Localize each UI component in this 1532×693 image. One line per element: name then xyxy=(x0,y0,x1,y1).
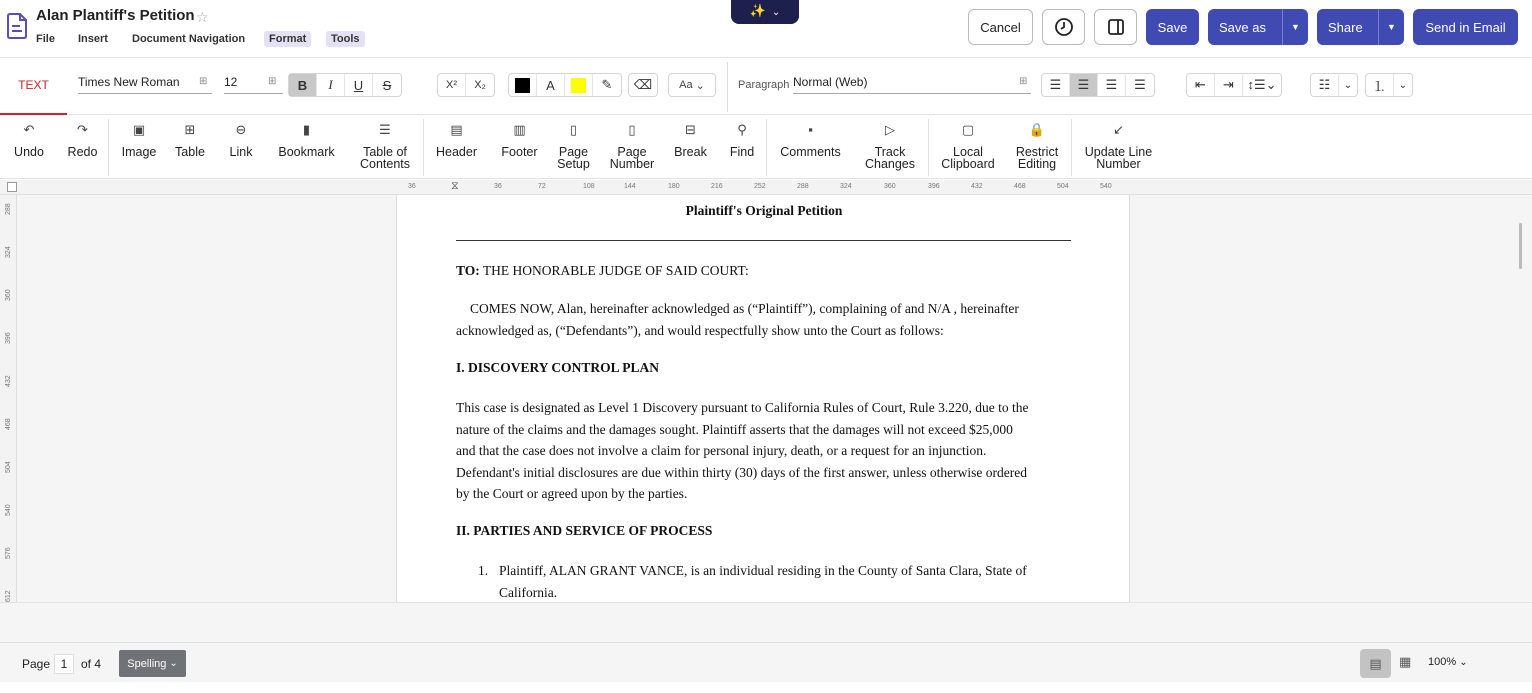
ruler-tick-label: 252 xyxy=(754,183,766,190)
ruler-tick-label: 360 xyxy=(884,183,896,190)
list-item-line: Plaintiff, ALAN GRANT VANCE, is an individual residing in the County of Santa Clara, State of xyxy=(499,563,1027,578)
addressee-line xyxy=(456,260,1071,282)
ruler-tick-label: 504 xyxy=(5,461,12,473)
tool-label-second-line: Setup xyxy=(557,157,590,171)
line-spacing-icon[interactable]: ↕☰⌄ xyxy=(1247,77,1277,92)
undo-icon: ↶ xyxy=(23,122,35,137)
vertical-ruler xyxy=(0,195,17,602)
bullet-list-icon[interactable]: ☷ xyxy=(1311,74,1339,96)
align-center-icon[interactable]: ☰ xyxy=(1070,74,1098,96)
tool-label-second-line: Editing xyxy=(1017,157,1057,171)
alignment-group xyxy=(1041,73,1155,97)
status-bar xyxy=(0,642,1532,682)
header-icon: ▤ xyxy=(450,122,463,137)
page-label: Page xyxy=(22,657,51,671)
to-label: TO: xyxy=(456,263,480,278)
paragraph-line: Defendant's initial disclosures are due within thirty (30) days of the first answer, unless otherwise ordered xyxy=(456,464,1027,480)
horizontal-ruler[interactable] xyxy=(0,180,1532,195)
color-group xyxy=(508,73,622,97)
list-item-line: California. xyxy=(499,584,558,600)
script-group xyxy=(437,73,495,97)
chevron-down-icon: ⌄ xyxy=(695,79,705,92)
align-right-icon[interactable]: ☰ xyxy=(1098,74,1126,96)
tool-update-line[interactable] xyxy=(1082,124,1155,170)
save-as-button[interactable] xyxy=(1208,9,1308,45)
table-icon: ⊞ xyxy=(184,122,196,137)
tool-table[interactable] xyxy=(172,124,208,158)
spelling-button[interactable] xyxy=(119,650,186,677)
tool-label: Image xyxy=(121,145,157,159)
top-bar xyxy=(0,0,1532,57)
cancel-button[interactable]: Cancel xyxy=(968,9,1033,45)
ruler-tick-label: 576 xyxy=(5,547,12,559)
sidebar-panel-icon xyxy=(1107,18,1125,36)
bookmark-icon: ▮ xyxy=(302,122,311,137)
highlighter-icon[interactable]: ✎ xyxy=(601,77,613,92)
tool-label: Page xyxy=(558,145,589,159)
text-color-box xyxy=(515,78,530,93)
tab-text[interactable]: TEXT xyxy=(0,58,67,115)
clear-format-group xyxy=(628,73,658,97)
page-number-icon: ▯ xyxy=(628,122,636,137)
page-number-input[interactable]: 1 xyxy=(54,654,74,674)
insert-ribbon xyxy=(0,116,1532,179)
tool-label: Table of xyxy=(363,145,407,159)
tool-footer[interactable] xyxy=(499,124,540,158)
chevron-down-icon: ⌄ xyxy=(771,7,781,18)
share-dropdown-icon[interactable]: ▼ xyxy=(1378,9,1404,45)
zoom-select[interactable] xyxy=(1428,656,1468,668)
change-case-button[interactable] xyxy=(668,73,716,97)
tool-label: Link xyxy=(229,145,253,159)
paragraph-line: This case is designated as Level 1 Discovery pursuant to California Rules of Court, Rule 3.220, due to the xyxy=(456,400,1029,415)
divider xyxy=(423,119,424,176)
comments-icon: ▪ xyxy=(808,122,813,137)
decrease-indent-icon[interactable]: ⇤ xyxy=(1187,74,1215,96)
ruler-tick-label: 72 xyxy=(538,183,546,190)
document-title[interactable]: Alan Plantiff's Petition xyxy=(36,7,195,24)
tool-label: Update Line xyxy=(1084,145,1153,159)
divider xyxy=(108,119,109,176)
section-heading: I. DISCOVERY CONTROL PLAN xyxy=(456,360,660,375)
spelling-label: Spelling xyxy=(127,657,167,670)
star-icon[interactable]: ☆ xyxy=(196,9,209,25)
canvas-bottom-area xyxy=(0,602,1532,642)
format-ribbon xyxy=(0,57,1532,115)
ruler-tick-label: 468 xyxy=(1014,183,1026,190)
tool-label: Page xyxy=(617,145,647,159)
print-layout-icon[interactable]: ▤ xyxy=(1360,649,1391,678)
highlight-color-swatch[interactable] xyxy=(565,74,593,96)
toc-icon: ☰ xyxy=(379,122,391,137)
tool-lock[interactable] xyxy=(1013,124,1061,170)
numbered-list-icon[interactable]: ⒈ xyxy=(1366,74,1394,96)
web-layout-icon[interactable]: ▦ xyxy=(1399,654,1412,669)
ruler-tick-label: 468 xyxy=(5,418,12,430)
section-heading: II. PARTIES AND SERVICE OF PROCESS xyxy=(456,523,713,538)
menu-format[interactable]: Format xyxy=(264,31,311,47)
tool-label: Comments xyxy=(780,145,841,159)
update-line-icon: ↙ xyxy=(1113,122,1124,137)
menu-document-navigation[interactable]: Document Navigation xyxy=(132,33,246,45)
ruler-tick-label: 180 xyxy=(668,183,680,190)
increase-indent-icon[interactable]: ⇥ xyxy=(1215,74,1243,96)
bold-icon[interactable]: B xyxy=(289,74,317,96)
tool-label: Find xyxy=(729,145,755,159)
change-case-text: Aa xyxy=(679,79,693,91)
divider xyxy=(1071,119,1072,176)
save-as-label: Save as xyxy=(1219,19,1266,35)
ruler-tick-label: 324 xyxy=(5,246,12,258)
clock-icon xyxy=(1054,17,1074,37)
divider xyxy=(766,119,767,176)
size-list-icon[interactable]: ⊞ xyxy=(268,76,277,87)
page-setup-icon: ▯ xyxy=(569,122,578,137)
font-color-icon[interactable]: A xyxy=(537,74,565,96)
tool-link[interactable] xyxy=(227,124,255,158)
menu-tools[interactable]: Tools xyxy=(326,31,365,47)
tool-track-changes[interactable] xyxy=(859,124,921,170)
image-icon: ▣ xyxy=(132,122,146,137)
text-color-swatch[interactable] xyxy=(509,74,537,96)
tool-comments[interactable] xyxy=(777,124,844,158)
ruler-tick-label: 144 xyxy=(624,183,636,190)
ruler-tick-label: 540 xyxy=(1100,183,1112,190)
paragraph-line: COMES NOW, Alan, hereinafter acknowledged as (“Plaintiff”), complaining of and N/A , hereinafter xyxy=(470,301,1019,316)
strikethrough-icon[interactable]: S xyxy=(382,77,392,93)
tool-label: Local xyxy=(953,145,983,159)
tool-toc[interactable] xyxy=(357,124,413,170)
share-label: Share xyxy=(1328,19,1363,35)
sparkle-icon: ✨ xyxy=(749,3,766,18)
paragraph-label: Paragraph xyxy=(738,79,790,91)
page-count: of 4 xyxy=(81,657,102,671)
tool-label-second-line: Clipboard xyxy=(941,157,995,171)
text-style-group xyxy=(288,73,402,97)
menu-file[interactable]: File xyxy=(36,33,55,45)
tool-label: Restrict xyxy=(1015,145,1059,159)
align-left-icon[interactable]: ☰ xyxy=(1042,74,1070,96)
track-changes-icon: ▷ xyxy=(885,122,895,137)
paragraph-line: acknowledged as, (“Defendants”), and would respectfully show unto the Court as follows: xyxy=(456,322,944,338)
tool-page-setup[interactable] xyxy=(556,124,591,170)
share-button[interactable] xyxy=(1317,9,1404,45)
tool-undo[interactable] xyxy=(10,124,48,158)
paragraph-list-icon[interactable]: ⊞ xyxy=(1019,76,1028,87)
paragraph-line: and that the case does not involve a claim for personal injury, death, or a request for an injunction. xyxy=(456,443,987,458)
to-text: THE HONORABLE JUDGE OF SAID COURT: xyxy=(479,263,749,278)
tool-find[interactable] xyxy=(728,124,756,158)
ruler-tick-label: 432 xyxy=(971,183,983,190)
ruler-tick-label: 612 xyxy=(5,590,12,602)
underline-icon[interactable]: U xyxy=(345,74,373,96)
footer-icon: ▥ xyxy=(513,122,526,137)
italic-icon[interactable]: I xyxy=(317,74,345,96)
superscript-icon[interactable]: X² xyxy=(438,74,466,96)
ai-assistant-button[interactable] xyxy=(731,0,799,24)
document-canvas xyxy=(0,195,1532,602)
divider xyxy=(928,119,929,176)
document-page[interactable] xyxy=(396,195,1130,602)
ruler-tick-label: 36 xyxy=(408,183,416,190)
tool-header[interactable] xyxy=(434,124,479,158)
save-as-dropdown-icon[interactable]: ▼ xyxy=(1282,9,1308,45)
tool-image[interactable] xyxy=(119,124,159,158)
tool-label: Footer xyxy=(501,145,538,159)
tool-clipboard[interactable] xyxy=(937,124,999,170)
tool-redo[interactable] xyxy=(66,124,99,158)
ruler-tick-label: 504 xyxy=(1057,183,1069,190)
ruler-tick-label: 216 xyxy=(711,183,723,190)
ruler-tick-label: 396 xyxy=(928,183,940,190)
indent-marker-icon[interactable]: ⧖ xyxy=(451,180,459,192)
tool-label: Redo xyxy=(67,145,98,159)
paragraph-style-select[interactable] xyxy=(793,72,1031,94)
tool-label-second-line: Number xyxy=(1096,157,1141,171)
tool-label: Table xyxy=(175,145,205,159)
history-button[interactable] xyxy=(1042,9,1085,45)
horizontal-rule xyxy=(456,240,1071,241)
bullet-list-group xyxy=(1310,73,1358,97)
break-icon: ⊟ xyxy=(685,122,696,137)
panel-toggle-button[interactable] xyxy=(1094,9,1137,45)
highlight-color-box xyxy=(571,78,586,93)
tool-label: Break xyxy=(674,145,707,159)
align-justify-icon[interactable]: ☰ xyxy=(1134,77,1146,92)
subscript-icon[interactable]: X₂ xyxy=(474,79,486,91)
send-in-email-button[interactable]: Send in Email xyxy=(1413,9,1518,45)
paragraph-line: nature of the claims and the damages sought. Plaintiff asserts that the damages will not exceed $25,000 xyxy=(456,421,1013,437)
chevron-down-icon: ⌄ xyxy=(169,658,178,669)
redo-icon: ↷ xyxy=(77,122,88,137)
ruler-tick-label: 108 xyxy=(583,183,595,190)
link-icon: ⊖ xyxy=(235,122,247,137)
tab-stop-selector-icon[interactable] xyxy=(7,182,17,192)
save-button[interactable]: Save xyxy=(1146,9,1199,45)
font-family-value: Times New Roman xyxy=(78,75,180,89)
list-number: 1. xyxy=(478,563,489,578)
tool-break[interactable] xyxy=(672,124,709,158)
indent-group xyxy=(1186,73,1282,97)
ruler-tick-label: 432 xyxy=(5,375,12,387)
ruler-tick-label: 324 xyxy=(840,183,852,190)
change-case-label xyxy=(669,74,715,96)
tool-label: Track xyxy=(874,145,906,159)
ruler-tick-label: 288 xyxy=(5,203,12,215)
vertical-scrollbar[interactable] xyxy=(1519,223,1522,269)
numbered-list-group xyxy=(1365,73,1413,97)
paragraph-style-value: Normal (Web) xyxy=(793,75,868,89)
font-family-select[interactable] xyxy=(78,72,212,94)
ruler-tick-label: 360 xyxy=(5,289,12,301)
document-icon xyxy=(6,12,28,40)
clipboard-icon: ▢ xyxy=(961,122,975,137)
ruler-tick-label: 396 xyxy=(5,332,12,344)
find-icon: ⚲ xyxy=(737,122,747,137)
font-list-icon[interactable]: ⊞ xyxy=(199,76,208,87)
zoom-value: 100% xyxy=(1428,656,1457,668)
tool-label-second-line: Number xyxy=(609,157,655,171)
font-size-value: 12 xyxy=(224,75,238,89)
menu-insert[interactable]: Insert xyxy=(78,33,108,45)
chevron-down-icon: ⌄ xyxy=(1459,657,1468,668)
tool-label-second-line: Changes xyxy=(864,157,916,171)
numbered-list-dropdown-icon[interactable]: ⌄ xyxy=(1398,79,1408,91)
eraser-icon[interactable]: ⌫ xyxy=(633,77,653,92)
tool-label: Header xyxy=(436,145,477,159)
tool-label-second-line: Contents xyxy=(359,157,411,171)
tool-label: Bookmark xyxy=(278,145,335,159)
tool-label: Undo xyxy=(14,145,44,159)
tool-page-number[interactable] xyxy=(607,124,657,170)
document-heading: Plaintiff's Original Petition xyxy=(685,203,843,218)
ruler-tick-label: 36 xyxy=(494,183,502,190)
bullet-list-dropdown-icon[interactable]: ⌄ xyxy=(1343,79,1353,91)
divider xyxy=(727,62,728,112)
tool-bookmark[interactable] xyxy=(275,124,338,158)
ruler-tick-label: 540 xyxy=(5,504,12,516)
lock-icon: 🔒 xyxy=(1028,122,1046,137)
ruler-tick-label: 288 xyxy=(797,183,809,190)
paragraph-line: by the Court or agreed upon by the parties. xyxy=(456,486,688,501)
